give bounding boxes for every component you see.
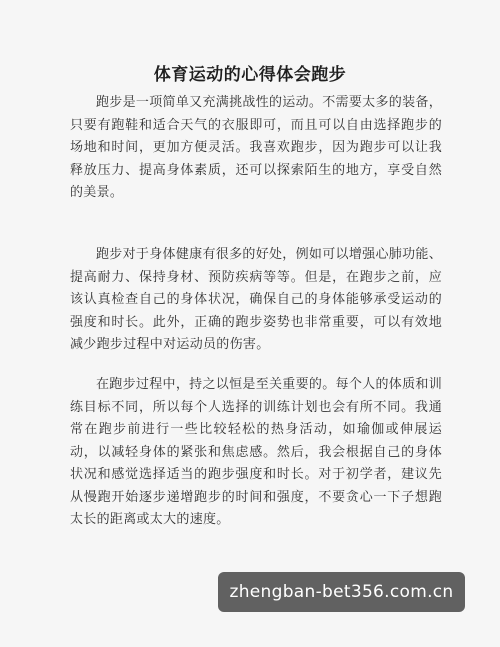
watermark-label: zhengban-bet356.com.cn xyxy=(218,572,465,612)
paragraph-1: 跑步是一项简单又充满挑战性的运动。不需要太多的装备，只要有跑鞋和适合天气的衣服即可，而且可以自由选择跑步的场地和时间，更加方便灵活。我喜欢跑步，因为跑步可以让我释放压力、提高身体素质，还可以探索陌生的地方，享受自然的美景。 xyxy=(70,95,442,200)
document-title: 体育运动的心得体会跑步 xyxy=(153,65,347,85)
paragraph-2: 跑步对于身体健康有很多的好处，例如可以增强心肺功能、提高耐力、保持身材、预防疾病等等。但是，在跑步之前，应该认真检查自己的身体状况，确保自己的身体能够承受运动的强度和时长。此外，正确的跑步姿势也非常重要，可以有效地减少跑步过程中对运动员的伤害。 xyxy=(70,247,442,352)
paragraph-3: 在跑步过程中，持之以恒是至关重要的。每个人的体质和训练目标不同，所以每个人选择的训练计划也会有所不同。我通常在跑步前进行一些比较轻松的热身活动，如瑜伽或伸展运动，以减轻身体的紧张和焦虑感。然后，我会根据自己的身体状况和感觉选择适当的跑步强度和时长。对于初学者，建议先从慢跑开始逐步递增跑步的时间和强度，不要贪心一下子想跑太长的距离或太大的速度。 xyxy=(70,377,442,527)
